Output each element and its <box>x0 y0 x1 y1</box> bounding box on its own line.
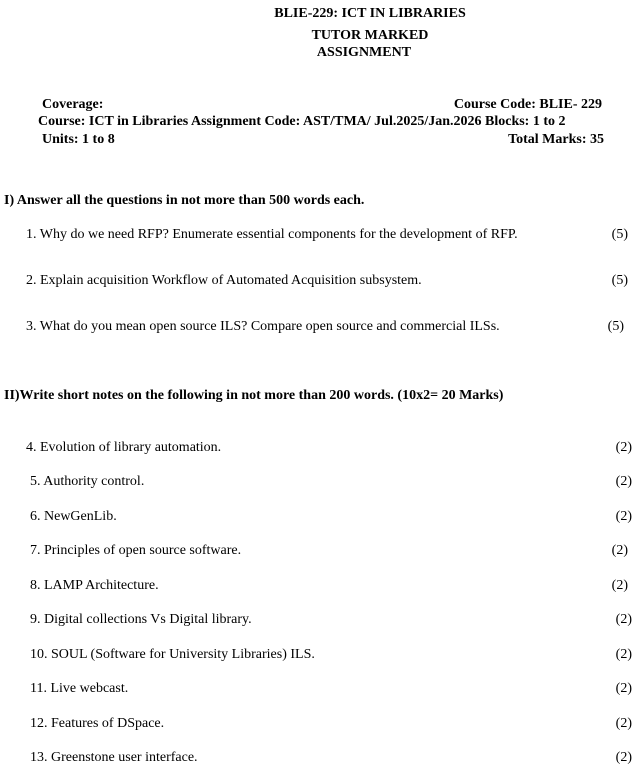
question-9-marks: (2) <box>615 612 632 627</box>
section-1-heading: I) Answer all the questions in not more than 500 words each. <box>4 193 365 208</box>
question-13-marks: (2) <box>615 750 632 765</box>
question-13: 13. Greenstone user interface. <box>30 750 198 765</box>
question-1: 1. Why do we need RFP? Enumerate essential components for the development of RFP. <box>26 227 518 242</box>
question-11-marks: (2) <box>615 681 632 696</box>
question-1-marks: (5) <box>611 227 628 242</box>
question-5-marks: (2) <box>615 474 632 489</box>
question-8: 8. LAMP Architecture. <box>30 578 159 593</box>
course-line: Course: ICT in Libraries Assignment Code: AST/TMA/ Jul.2025/Jan.2026 Blocks: 1 to 2 <box>38 114 566 129</box>
question-7: 7. Principles of open source software. <box>30 543 242 558</box>
question-10: 10. SOUL (Software for University Libraries) ILS. <box>30 647 315 662</box>
units: Units: 1 to 8 <box>42 132 115 147</box>
total-marks: Total Marks: 35 <box>508 132 604 147</box>
question-3-marks: (5) <box>607 319 624 334</box>
question-12-marks: (2) <box>615 716 632 731</box>
question-6-marks: (2) <box>615 509 632 524</box>
question-5: 5. Authority control. <box>30 474 145 489</box>
question-4-marks: (2) <box>615 440 632 455</box>
document-subtitle-assignment: ASSIGNMENT <box>316 45 412 60</box>
question-8-marks: (2) <box>611 578 628 593</box>
question-7-marks: (2) <box>611 543 628 558</box>
document-title: BLIE-229: ICT IN LIBRARIES <box>274 6 466 21</box>
question-3: 3. What do you mean open source ILS? Compare open source and commercial ILSs. <box>26 319 500 334</box>
section-2-heading: II)Write short notes on the following in not more than 200 words. (10x2= 20 Marks) <box>4 388 504 403</box>
question-10-marks: (2) <box>615 647 632 662</box>
course-code: Course Code: BLIE- 229 <box>453 97 602 112</box>
question-4: 4. Evolution of library automation. <box>26 440 222 455</box>
document-subtitle-tutor-marked: TUTOR MARKED <box>311 28 429 43</box>
question-2-marks: (5) <box>611 273 628 288</box>
question-9: 9. Digital collections Vs Digital library. <box>30 612 252 627</box>
coverage-label: Coverage: <box>42 97 104 112</box>
question-6: 6. NewGenLib. <box>30 509 117 524</box>
question-11: 11. Live webcast. <box>30 681 129 696</box>
question-12: 12. Features of DSpace. <box>30 716 165 731</box>
question-2: 2. Explain acquisition Workflow of Automated Acquisition subsystem. <box>26 273 422 288</box>
